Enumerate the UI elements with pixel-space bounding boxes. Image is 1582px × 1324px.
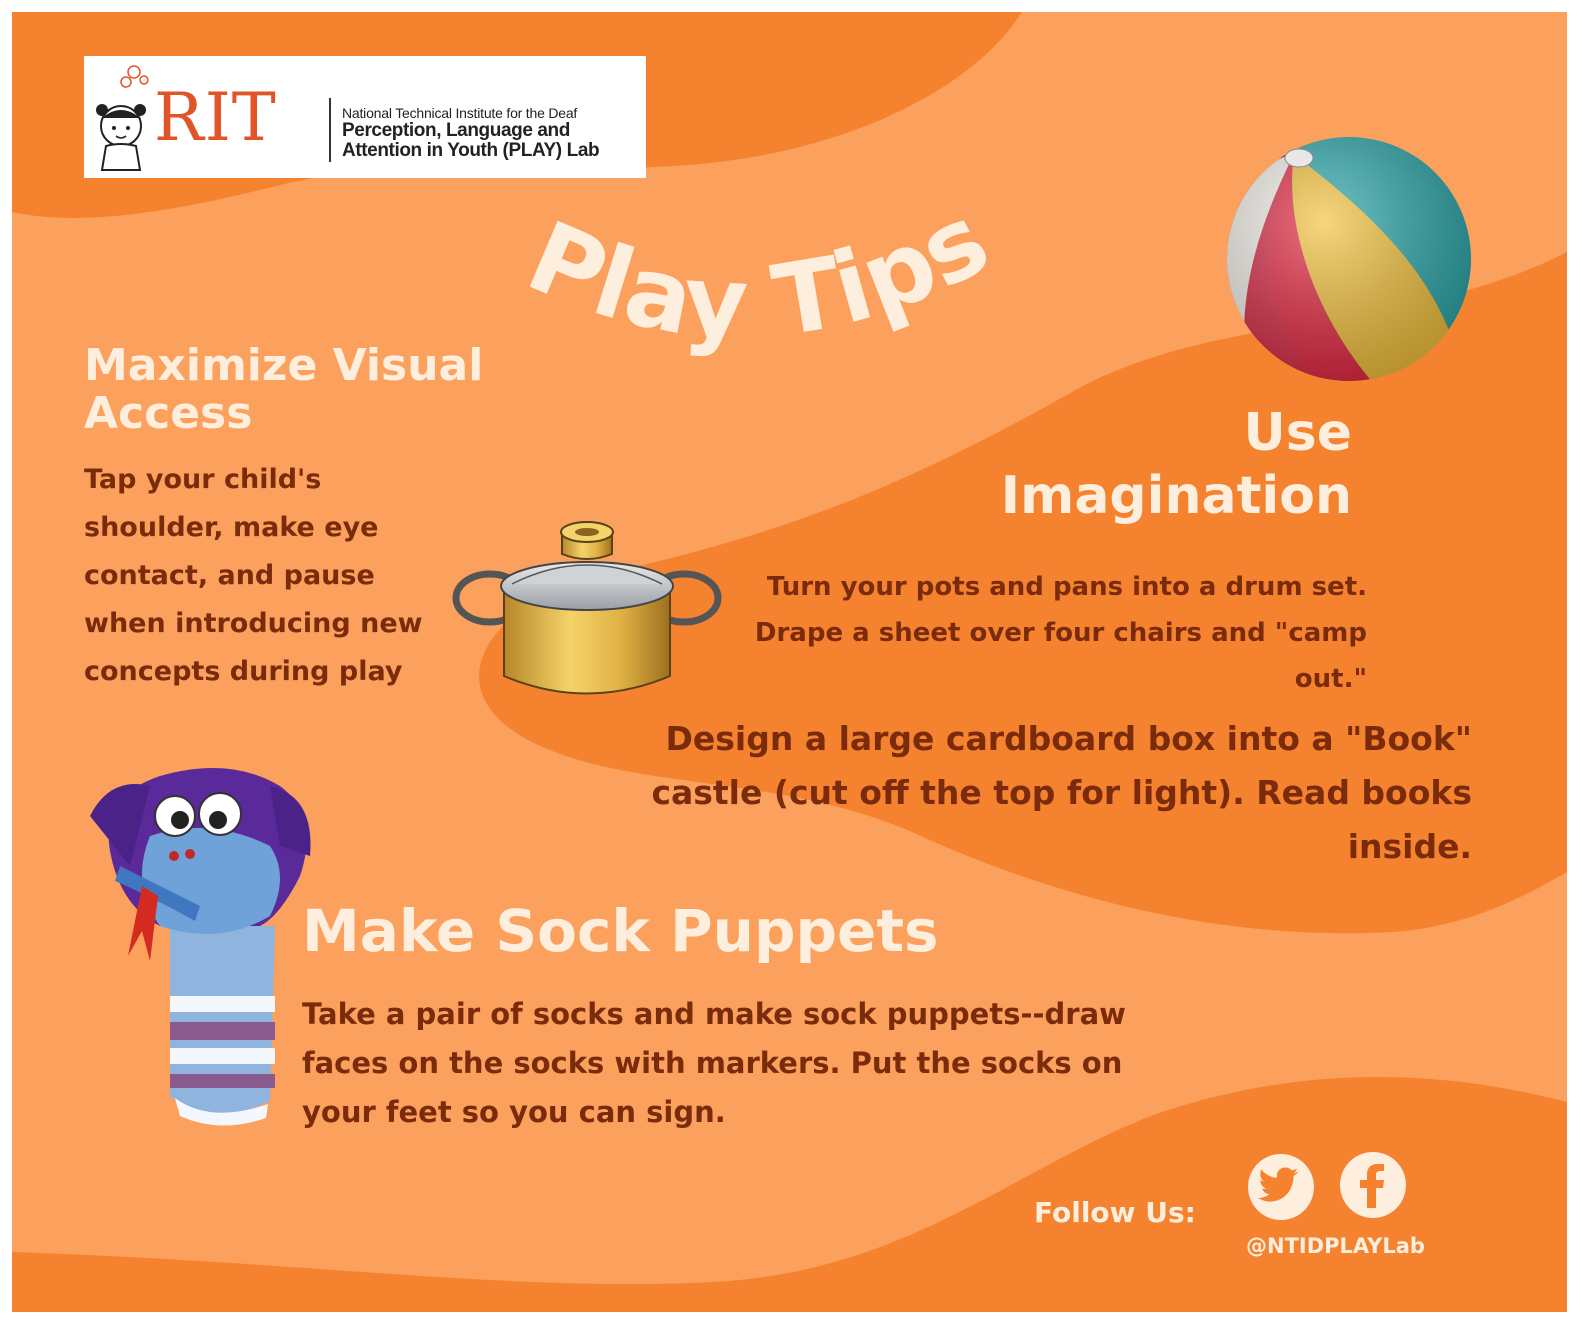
facebook-icon[interactable] bbox=[1340, 1152, 1406, 1218]
poster bbox=[12, 12, 1567, 1312]
page-title bbox=[502, 162, 1062, 402]
section-imagination-heading: Use Imagination bbox=[1000, 403, 1352, 527]
section-imagination-body-castle: Design a large cardboard box into a "Book" castle (cut off the top for light). Read books inside. bbox=[651, 719, 1472, 866]
svg-text:Play Tips bbox=[512, 183, 1006, 362]
section-visual-access-body: Tap your child's shoulder, make eye contact, and pause when introducing new concepts during play bbox=[84, 464, 423, 687]
section-sock-puppets-heading: Make Sock Puppets bbox=[302, 897, 939, 965]
logo-wordmark: RIT bbox=[154, 79, 277, 156]
sock-puppet-icon bbox=[70, 756, 320, 1136]
logo-lab-name-line2: Attention in Youth (PLAY) Lab bbox=[342, 139, 600, 161]
follow-us-label: Follow Us: bbox=[1034, 1196, 1196, 1229]
rit-logo bbox=[84, 56, 646, 178]
logo-lab-name-line1: Perception, Language and bbox=[342, 119, 570, 141]
section-sock-puppets-body: Take a pair of socks and make sock puppets--draw faces on the socks with markers. Put the socks on your feet so you can sign. bbox=[302, 997, 1126, 1129]
page-title-text: Play Tips bbox=[512, 182, 1007, 362]
logo-text bbox=[342, 106, 599, 161]
logo-divider bbox=[329, 98, 331, 162]
twitter-icon[interactable] bbox=[1248, 1154, 1314, 1220]
beach-ball-icon bbox=[1224, 134, 1474, 384]
section-visual-access-heading: Maximize Visual Access bbox=[84, 340, 484, 439]
cooking-pot-icon bbox=[452, 506, 722, 706]
logo-institute-name: National Technical Institute for the Deaf bbox=[342, 105, 578, 121]
section-imagination-body: Turn your pots and pans into a drum set. Drape a sheet over four chairs and "camp out." bbox=[754, 572, 1367, 694]
child-mascot-icon bbox=[88, 62, 154, 174]
social-handle[interactable]: @NTIDPLAYLab bbox=[1246, 1234, 1425, 1258]
